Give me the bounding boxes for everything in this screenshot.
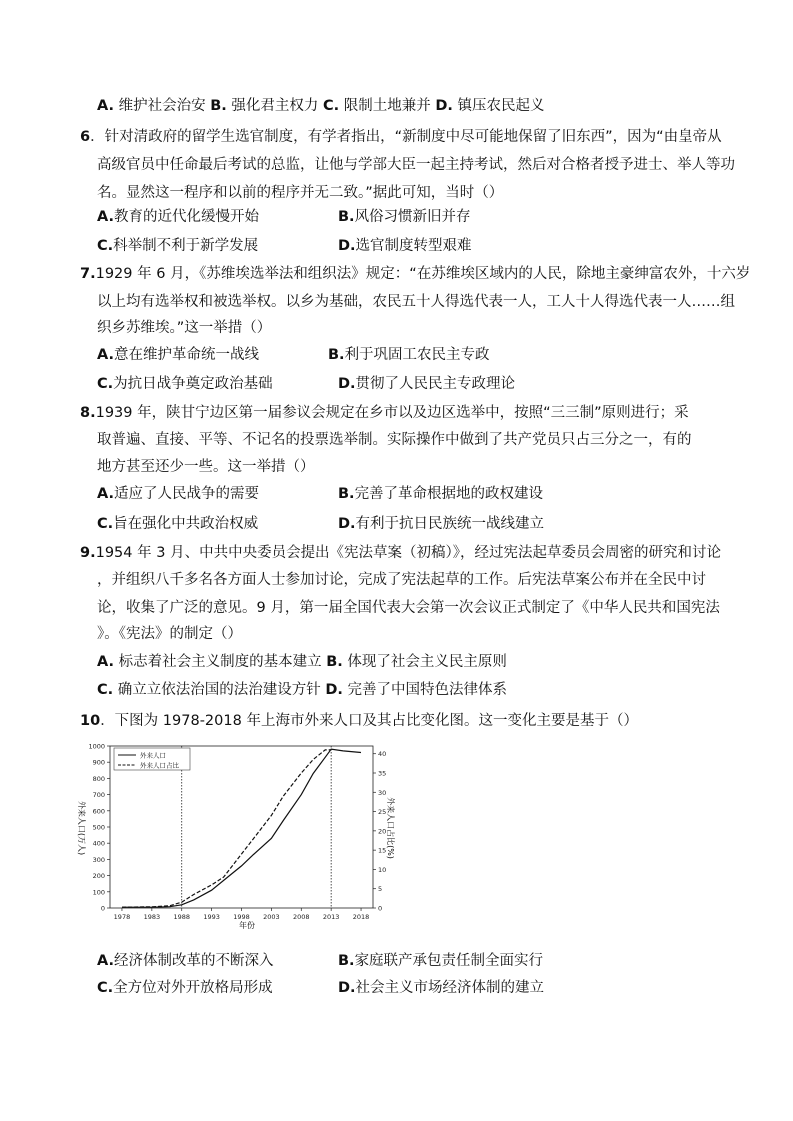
x-tick-label: 2013 (322, 913, 340, 921)
q6-number: 6 (80, 129, 91, 145)
q7-option-b (328, 345, 490, 365)
q9-option-c-key: C. (97, 682, 114, 698)
q10-option-a-text: 经济体制改革的不断深入 (114, 953, 274, 969)
y-right-tick-label: 30 (378, 788, 387, 797)
q5-option-b-text: 强化君主权力 (231, 98, 319, 114)
y-axis-right-label: 外来人口占比(%) (386, 797, 395, 859)
y-left-tick-label: 100 (92, 888, 105, 897)
q7-option-a-key: A. (97, 347, 114, 363)
q6-option-b-key: B. (338, 209, 355, 225)
q10-stem-line-1 (80, 711, 638, 731)
y-left-tick-label: 900 (92, 758, 105, 767)
y-right-tick-label: 35 (378, 769, 387, 778)
q7-number: 7. (80, 266, 96, 282)
q10-option-d-text: 社会主义市场经济体制的建立 (355, 980, 545, 996)
q9-option-c-text: 确立立依法治国的法治建设方针 (117, 682, 321, 698)
q7-option-a (97, 345, 259, 365)
q6-option-c-key: C. (97, 238, 114, 254)
q7-option-c (97, 374, 273, 394)
q8-number: 8. (80, 405, 96, 421)
q10-option-c-key: C. (97, 980, 114, 996)
q5-option-d-text: 镇压农民起义 (457, 98, 545, 114)
q6-option-b (338, 207, 471, 227)
q9-option-d-text: 完善了中国特色法律体系 (347, 682, 508, 698)
q8-option-b (338, 484, 543, 504)
q6-option-d-text: 选官制度转型艰难 (355, 238, 472, 254)
q6-option-c-text: 科举制不利于新学发展 (113, 238, 259, 254)
q9-stem-line-4: 》。《宪法》的制定（） (97, 626, 242, 642)
q7-option-d-text: 贯彻了人民民主专政理论 (355, 376, 516, 392)
y-left-tick-label: 600 (92, 807, 105, 816)
y-left-tick-label: 800 (92, 774, 105, 783)
y-right-tick-label: 0 (378, 904, 383, 913)
q10-option-b-key: B. (338, 953, 355, 969)
q6-option-a-key: A. (97, 209, 114, 225)
q8-stem-text-1: 1939 年，陕甘宁边区第一届参议会规定在乡市以及边区选举中，按照“三三制”原则进行；采 (95, 405, 689, 421)
q8-option-a (97, 484, 259, 504)
q9-option-a-text: 标志着社会主义制度的基本建立 (118, 654, 322, 670)
x-tick-label: 1983 (143, 913, 161, 921)
y-left-tick-label: 0 (100, 904, 105, 913)
q7-stem-text-1: 1929 年 6 月，《苏维埃选举法和组织法》规定：“在苏维埃区域内的人民，除地主豪绅富农外，十六岁 (95, 266, 751, 282)
q9-stem-line-3: 论，收集了广泛的意见。9 月，第一届全国代表大会第一次会议正式制定了《中华人民共和国宪法 (97, 600, 720, 616)
q7-stem-line-3: 织乡苏维埃。”这一举措（） (97, 320, 272, 336)
q7-stem-line-2: 以上均有选举权和被选举权。以乡为基础，农民五十人得选代表一人，工人十人得选代表一人……组 (97, 294, 735, 310)
chart-series (122, 749, 361, 907)
q9-option-a-key: A. (97, 654, 114, 670)
q10-option-c (97, 978, 273, 998)
q6-option-a-text: 教育的近代化缓慢开始 (114, 209, 259, 225)
x-tick-label: 2003 (263, 913, 280, 921)
q10-stem-text-1: ．下图为 1978-2018 年上海市外来人口及其占比变化图。这一变化主要是基于（） (100, 713, 638, 729)
q9-option-b-key: B. (326, 654, 343, 670)
y-left-tick-label: 1000 (88, 742, 105, 751)
q6-option-d-key: D. (338, 238, 356, 254)
y-right-tick-label: 25 (378, 808, 387, 817)
y-axis-left-label: 外来人口(万人) (77, 800, 86, 856)
q9-option-b-text: 体现了社会主义民主原则 (347, 654, 507, 670)
q6-option-b-text: 风俗习惯新旧并存 (354, 209, 471, 225)
q5-option-a-key: A. (97, 98, 114, 114)
q8-option-b-key: B. (338, 486, 355, 502)
q8-option-c-key: C. (97, 516, 114, 532)
q10-option-b (338, 951, 543, 971)
legend-label: 外来人口占比 (140, 761, 179, 770)
x-tick-label: 1978 (113, 913, 131, 921)
q6-stem-line-3: 名。显然这一程序和以前的程序并无二致。”据此可知，当时（） (97, 185, 504, 201)
q9-stem-line-1 (80, 543, 721, 563)
q9-stem-text-1: 1954 年 3 月、中共中央委员会提出《宪法草案（初稿）》，经过宪法起草委员会周密的研究和讨论 (95, 545, 722, 561)
q8-option-d (338, 514, 544, 534)
y-right-tick-label: 5 (378, 885, 383, 894)
y-right-tick-label: 10 (378, 865, 387, 874)
q9-option-ab-row (97, 652, 507, 672)
q5-option-d-key: D. (435, 98, 453, 114)
q7-option-c-key: C. (97, 376, 114, 392)
x-tick-label: 2018 (352, 913, 370, 921)
q5-option-a-text: 维护社会治安 (118, 98, 206, 114)
q8-option-a-key: A. (97, 486, 114, 502)
q5-option-b-key: B. (210, 98, 227, 114)
q8-option-c (97, 514, 258, 534)
q9-stem-line-2: ，并组织八千多名各方面人士参加讨论，完成了宪法起草的工作。后宪法草案公布并在全民中讨 (97, 572, 706, 588)
q9-option-d-key: D. (325, 682, 343, 698)
q8-option-d-text: 有利于抗日民族统一战线建立 (355, 516, 545, 532)
q8-option-b-text: 完善了革命根据地的政权建设 (354, 486, 544, 502)
q8-stem-line-3: 地方甚至还少一些。这一举措（） (97, 459, 315, 475)
legend-label: 外来人口 (140, 751, 166, 760)
y-left-tick-label: 400 (92, 839, 105, 848)
q8-option-c-text: 旨在强化中共政治权威 (113, 516, 259, 532)
q9-option-cd-row (97, 680, 507, 700)
q8-option-d-key: D. (338, 516, 356, 532)
q9-number: 9. (80, 545, 96, 561)
q6-option-c (97, 236, 258, 256)
q10-option-a-key: A. (97, 953, 114, 969)
q6-stem-text-1: ．针对清政府的留学生选官制度，有学者指出，“新制度中尽可能地保留了旧东西”，因为“由皇帝从 (90, 129, 722, 145)
x-tick-label: 1988 (173, 913, 191, 921)
q8-stem-line-1 (80, 403, 689, 423)
x-tick-label: 2008 (292, 913, 310, 921)
q7-stem-line-1 (80, 264, 750, 284)
q7-option-b-key: B. (328, 347, 345, 363)
q10-option-b-text: 家庭联产承包责任制全面实行 (354, 953, 544, 969)
q6-option-a (97, 207, 259, 227)
x-tick-label: 1993 (203, 913, 220, 921)
q5-option-c-key: C. (323, 98, 340, 114)
y-right-tick-label: 15 (378, 846, 387, 855)
chart-reference-lines (182, 746, 331, 908)
q8-option-a-text: 适应了人民战争的需要 (114, 486, 259, 502)
chart-legend (114, 748, 190, 770)
q5-option-c-text: 限制土地兼并 (343, 98, 431, 114)
y-left-tick-label: 200 (92, 872, 105, 881)
q6-option-d (338, 236, 472, 256)
q10-option-d (338, 978, 544, 998)
q6-stem-line-2: 高级官员中任命最后考试的总监，让他与学部大臣一起主持考试，然后对合格者授予进士、举人等功 (97, 157, 735, 173)
x-axis-label: 年份 (239, 921, 255, 930)
q7-option-b-text: 利于巩固工农民主专政 (344, 347, 490, 363)
y-left-tick-label: 300 (92, 855, 105, 864)
q10-option-a (97, 951, 274, 971)
y-right-tick-label: 40 (378, 750, 387, 759)
q8-stem-line-2: 取普遍、直接、平等、不记名的投票选举制。实际操作中做到了共产党员只占三分之一，有的 (97, 432, 692, 448)
q6-stem-line-1 (80, 127, 722, 147)
population-chart (70, 738, 395, 930)
q10-option-c-text: 全方位对外开放格局形成 (113, 980, 273, 996)
series-line-population (122, 749, 361, 907)
series-line-share (122, 750, 331, 907)
y-right-tick-label: 20 (378, 827, 387, 836)
q10-number: 10 (80, 713, 101, 729)
q10-option-d-key: D. (338, 980, 356, 996)
q5-option-row (97, 96, 545, 116)
q7-option-d (338, 374, 515, 394)
x-tick-label: 1998 (233, 913, 250, 921)
q7-option-d-key: D. (338, 376, 356, 392)
q7-option-a-text: 意在维护革命统一战线 (114, 347, 259, 363)
y-left-tick-label: 500 (92, 823, 105, 832)
y-left-tick-label: 700 (92, 791, 105, 800)
q7-option-c-text: 为抗日战争奠定政治基础 (113, 376, 273, 392)
